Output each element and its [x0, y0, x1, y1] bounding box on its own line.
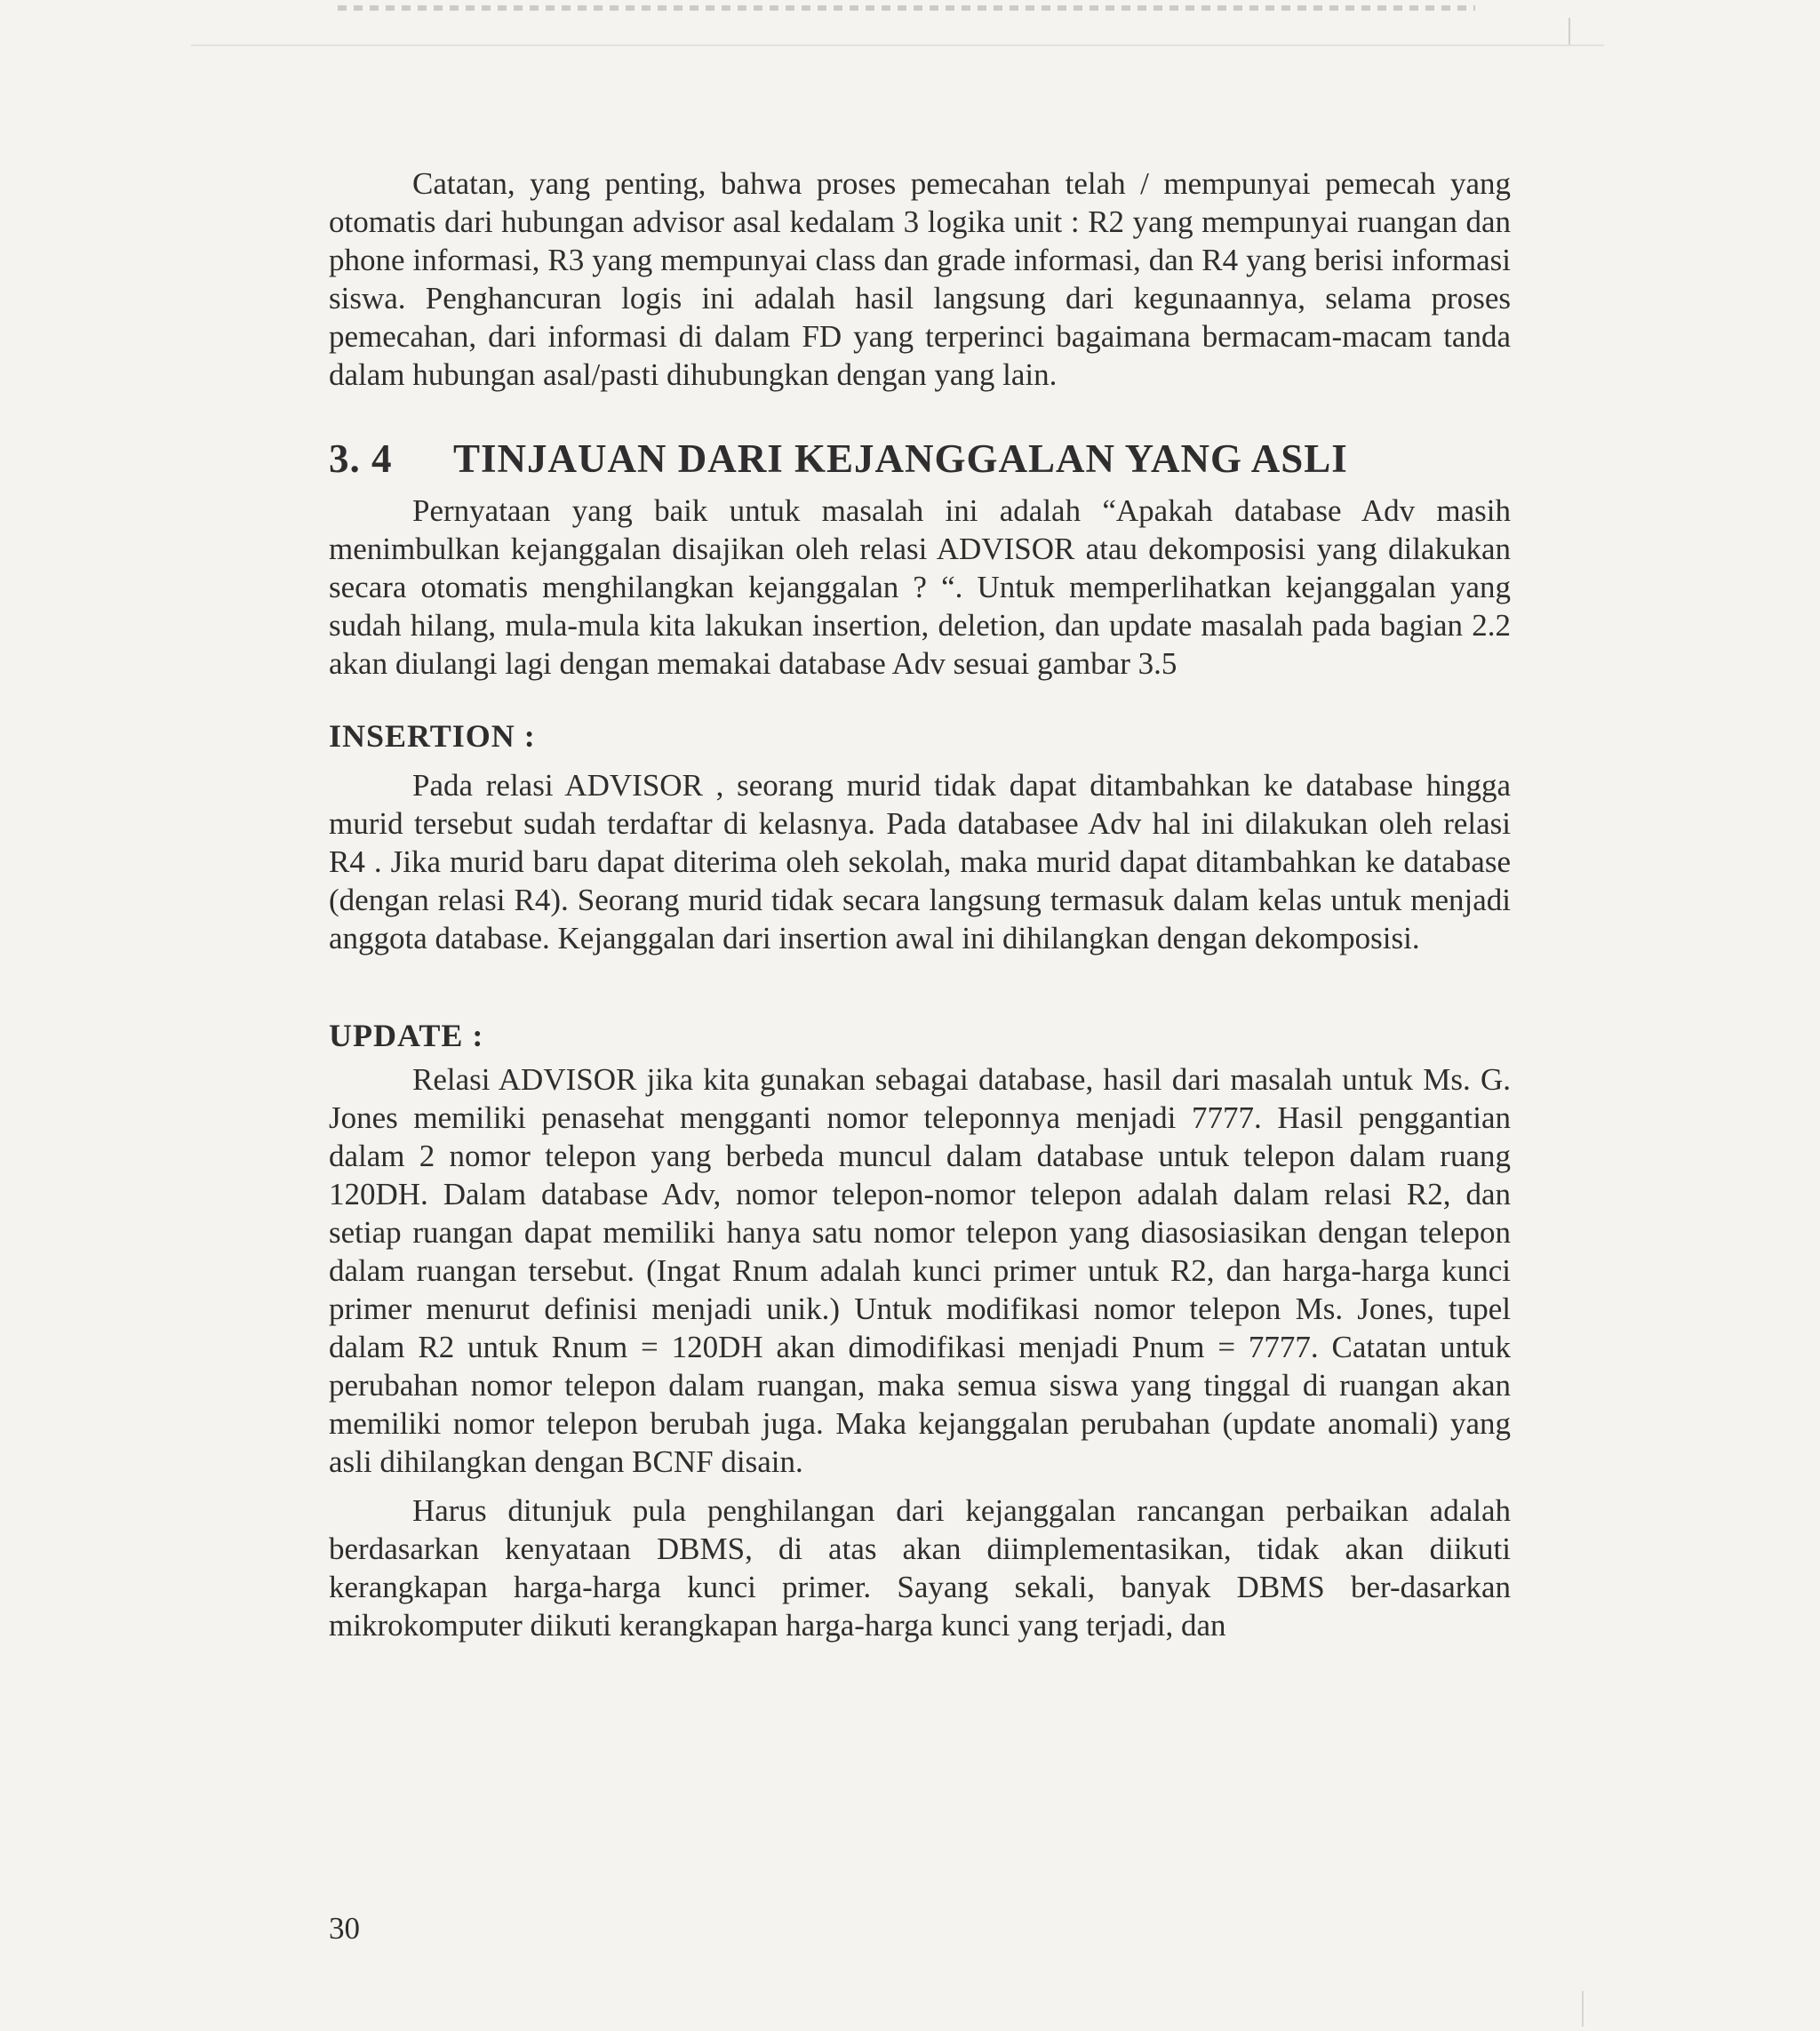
page-number: 30 — [329, 1911, 360, 1946]
scan-artifact-rule — [191, 44, 1604, 46]
paragraph-closing: Harus ditunjuk pula penghilangan dari kejanggalan rancangan perbaikan adalah berdasarkan kenyataan DBMS, di atas akan diimplementasikan, tidak akan diikuti kerangkapan harga-harga kunci primer. Sayang sekali, banyak DBMS ber-dasarkan mikrokomputer diikuti kerangkapan harga-harga kunci yang terjadi, dan — [329, 1493, 1511, 1643]
section-title: TINJAUAN DARI KEJANGGALAN YANG ASLI — [453, 436, 1348, 481]
subheading-update: UPDATE : — [329, 1018, 484, 1053]
scan-artifact-edge-bottom — [1582, 1991, 1584, 2027]
scan-artifact-edge — [1569, 18, 1570, 44]
paragraph-statement: Pernyataan yang baik untuk masalah ini adalah “Apakah database Adv masih menimbulkan kejanggalan disajikan oleh relasi ADVISOR atau dekomposisi yang dilakukan secara otomatis menghilangkan kejanggalan ? “. Untuk memperlihatkan kejanggalan yang sudah hilang, mula-mula kita lakukan insertion, deletion, dan update masalah pada bagian 2.2 akan diulangi lagi dengan memakai database Adv sesuai gambar 3.5 — [329, 493, 1511, 681]
paragraph-intro: Catatan, yang penting, bahwa proses pemecahan telah / mempunyai pemecah yang otomatis dari hubungan advisor asal kedalam 3 logika unit : R2 yang mempunyai ruangan dan phone informasi, R3 yang mempunyai class dan grade informasi, dan R4 yang berisi informasi siswa. Penghancuran logis ini adalah hasil langsung dari kegunaannya, selama proses pemecahan, dari informasi di dalam FD yang terperinci bagaimana bermacam-macam tanda dalam hubungan asal/pasti dihubungkan dengan yang lain. — [329, 166, 1511, 392]
subheading-insertion: INSERTION : — [329, 718, 536, 754]
section-number: 3. 4 — [329, 436, 393, 481]
section-heading — [329, 435, 1511, 483]
page-body — [329, 164, 1511, 1644]
paragraph-insertion: Pada relasi ADVISOR , seorang murid tidak dapat ditambahkan ke database hingga murid tersebut sudah terdaftar di kelasnya. Pada databasee Adv hal ini dilakukan oleh relasi R4 . Jika murid baru dapat diterima oleh sekolah, maka murid dapat ditambahkan ke database (dengan relasi R4). Seorang murid tidak secara langsung termasuk dalam kelas untuk menjadi anggota database. Kejanggalan dari insertion awal ini dihilangkan dengan dekomposisi. — [329, 768, 1511, 956]
scan-artifact-top — [338, 5, 1475, 11]
paragraph-update: Relasi ADVISOR jika kita gunakan sebagai database, hasil dari masalah untuk Ms. G. Jones memiliki penasehat mengganti nomor teleponnya menjadi 7777. Hasil penggantian dalam 2 nomor telepon yang berbeda muncul dalam database untuk telepon dalam ruang 120DH. Dalam database Adv, nomor telepon-nomor telepon adalah dalam relasi R2, dan setiap ruangan dapat memiliki hanya satu nomor telepon yang diasosiasikan dengan telepon dalam ruangan tersebut. (Ingat Rnum adalah kunci primer untuk R2, dan harga-harga kunci primer menurut definisi menjadi unik.) Untuk modifikasi nomor telepon Ms. Jones, tupel dalam R2 untuk Rnum = 120DH akan dimodifikasi menjadi Pnum = 7777. Catatan untuk perubahan nomor telepon dalam ruangan, maka semua siswa yang tinggal di ruangan akan memiliki nomor telepon berubah juga. Maka kejanggalan perubahan (update anomali) yang asli dihilangkan dengan BCNF disain. — [329, 1062, 1511, 1479]
